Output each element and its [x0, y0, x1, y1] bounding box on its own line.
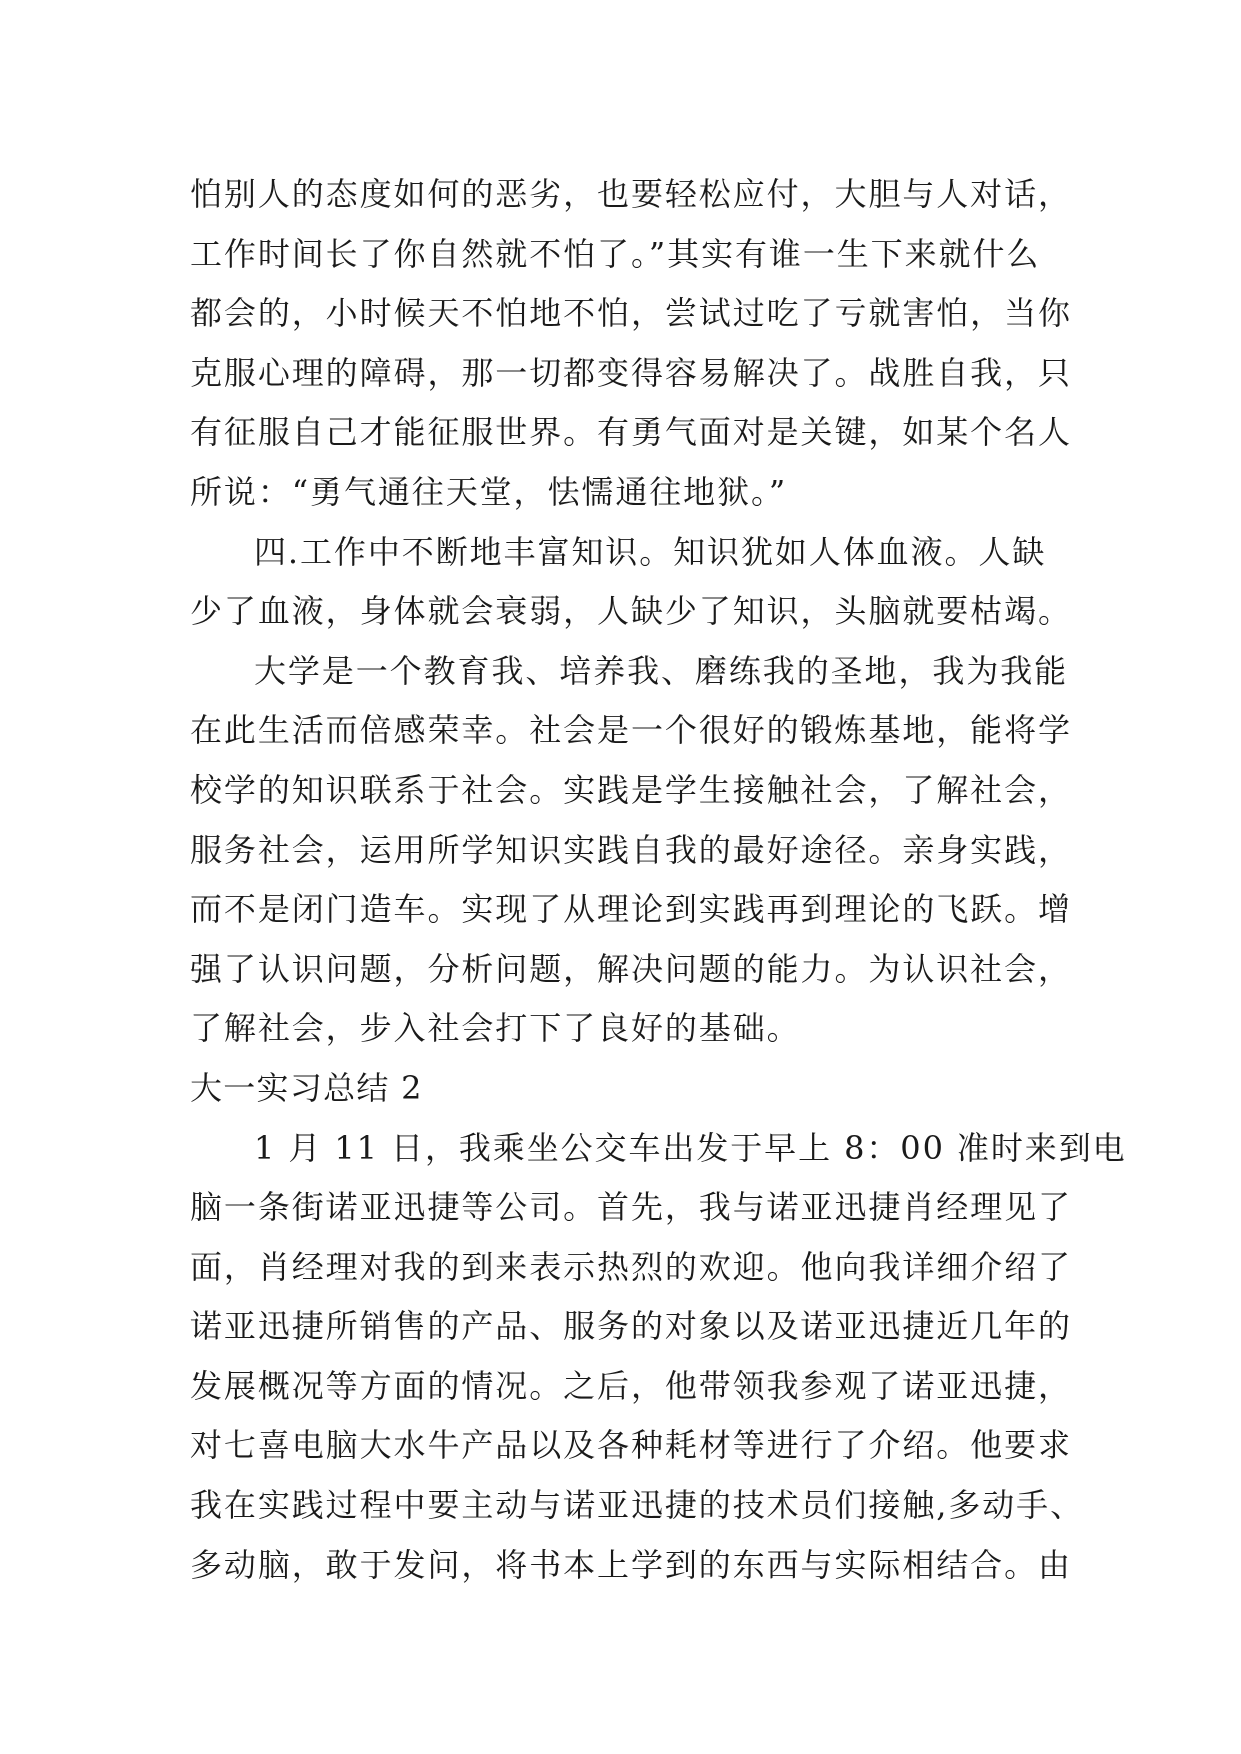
text-line: 所说：“勇气通往天堂，怯懦通往地狱。” [190, 472, 788, 511]
text-line: 1 月 11 日，我乘坐公交车出发于早上 8：00 准时来到电 [254, 1128, 1127, 1167]
text-line: 工作时间长了你自然就不怕了。”其实有谁一生下来就什么 [190, 234, 1041, 273]
text-line: 在此生活而倍感荣幸。社会是一个很好的锻炼基地，能将学 [190, 711, 1072, 750]
text-line: 诺亚迅捷所销售的产品、服务的对象以及诺亚迅捷近几年的 [190, 1307, 1072, 1346]
text-line: 强了认识问题，分析问题，解决问题的能力。为认识社会， [190, 949, 1072, 988]
text-line: 对七喜电脑大水牛产品以及各种耗材等进行了介绍。他要求 [190, 1426, 1072, 1465]
text-line: 多动脑，敢于发问，将书本上学到的东西与实际相结合。由 [190, 1545, 1072, 1584]
section-heading: 大一实习总结 2 [190, 1068, 423, 1107]
text-line: 我在实践过程中要主动与诺亚迅捷的技术员们接触,多动手、 [190, 1486, 1085, 1525]
text-line: 发展概况等方面的情况。之后，他带领我参观了诺亚迅捷， [190, 1366, 1072, 1405]
text-line: 而不是闭门造车。实现了从理论到实践再到理论的飞跃。增 [190, 890, 1072, 929]
text-line: 服务社会，运用所学知识实践自我的最好途径。亲身实践， [190, 830, 1072, 869]
text-line: 克服心理的障碍，那一切都变得容易解决了。战胜自我，只 [190, 353, 1072, 392]
text-line: 有征服自己才能征服世界。有勇气面对是关键，如某个名人 [190, 413, 1072, 452]
text-line: 面，肖经理对我的到来表示热烈的欢迎。他向我详细介绍了 [190, 1247, 1072, 1286]
text-line: 怕别人的态度如何的恶劣，也要轻松应付，大胆与人对话， [190, 175, 1072, 213]
text-line: 都会的，小时候天不怕地不怕，尝试过吃了亏就害怕，当你 [190, 294, 1072, 333]
text-line: 了解社会，步入社会打下了良好的基础。 [190, 1009, 801, 1048]
text-line: 少了血液，身体就会衰弱，人缺少了知识，头脑就要枯竭。 [190, 592, 1072, 631]
text-line: 四.工作中不断地丰富知识。知识犹如人体血液。人缺 [254, 532, 1047, 571]
text-line: 脑一条街诺亚迅捷等公司。首先，我与诺亚迅捷肖经理见了 [190, 1188, 1072, 1227]
document-body [190, 165, 1127, 1595]
text-line: 校学的知识联系于社会。实践是学生接触社会，了解社会， [190, 770, 1072, 809]
text-line: 大学是一个教育我、培养我、磨练我的圣地，我为我能 [254, 651, 1069, 690]
